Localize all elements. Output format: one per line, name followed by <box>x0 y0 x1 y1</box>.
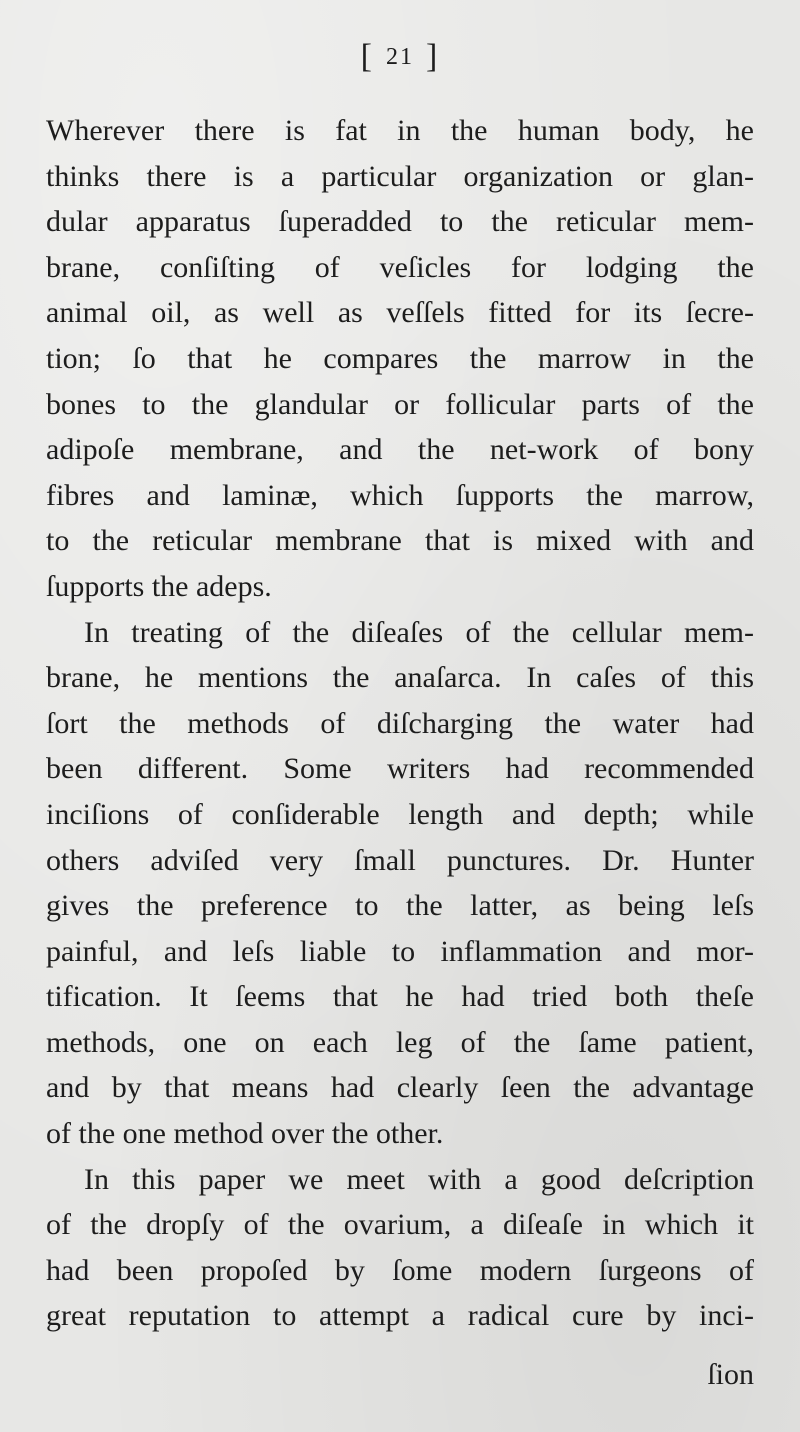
text-line: thinks there is a particular organization or glan- <box>46 159 754 193</box>
text-line: to the reticular membrane that is mixed with and <box>46 524 754 558</box>
text-line: adipoſe membrane, and the net-work of bony <box>46 433 754 467</box>
text-line: Wherever there is fat in the human body, he <box>46 114 754 147</box>
text-line: fibres and laminæ, which ſupports the marrow, <box>46 478 754 512</box>
text-line: ſort the methods of diſcharging the water had <box>46 706 754 740</box>
text-line: great reputation to attempt a radical cure by inci- <box>46 1299 754 1333</box>
paragraph-end-line: of the one method over the other. <box>46 1117 444 1151</box>
text-line: of the dropſy of the ovarium, a diſeaſe in which it <box>46 1208 754 1242</box>
text-line: others adviſed very ſmall punctures. Dr. Hunter <box>46 843 754 877</box>
text-line: and by that means had clearly ſeen the advantage <box>46 1071 754 1105</box>
text-line: dular apparatus ſuperadded to the reticular mem- <box>46 205 754 239</box>
text-line: painful, and leſs liable to inflammation and mor- <box>46 934 754 968</box>
body-text <box>46 108 754 1339</box>
text-line: been different. Some writers had recommended <box>46 752 754 786</box>
text-line: animal oil, as well as veſſels fitted for its ſecre- <box>46 296 754 330</box>
text-line: brane, he mentions the anaſarca. In caſes of this <box>46 661 754 695</box>
text-line: tion; ſo that he compares the marrow in the <box>46 341 754 375</box>
bracket-close: ] <box>426 38 440 75</box>
page-number-value: 21 <box>386 44 414 70</box>
text-line: inciſions of conſiderable length and depth; while <box>46 797 754 831</box>
text-line: bones to the glandular or follicular parts of the <box>46 387 754 421</box>
paragraph-end-line: ſupports the adeps. <box>46 569 272 603</box>
paragraph-start-line: In treating of the diſeaſes of the cellular mem- <box>84 615 754 649</box>
paragraph-start-line: In this paper we meet with a good deſcription <box>84 1162 754 1196</box>
text-line: brane, conſiſting of veſicles for lodging the <box>46 250 754 284</box>
page-number <box>0 38 800 76</box>
catchword: ſion <box>707 1358 754 1391</box>
text-line: methods, one on each leg of the ſame patient, <box>46 1025 754 1059</box>
text-line: tification. It ſeems that he had tried both theſe <box>46 980 754 1014</box>
text-line: had been propoſed by ſome modern ſurgeons of <box>46 1253 754 1287</box>
bracket-open: [ <box>360 38 374 75</box>
text-line: gives the preference to the latter, as being leſs <box>46 889 754 923</box>
